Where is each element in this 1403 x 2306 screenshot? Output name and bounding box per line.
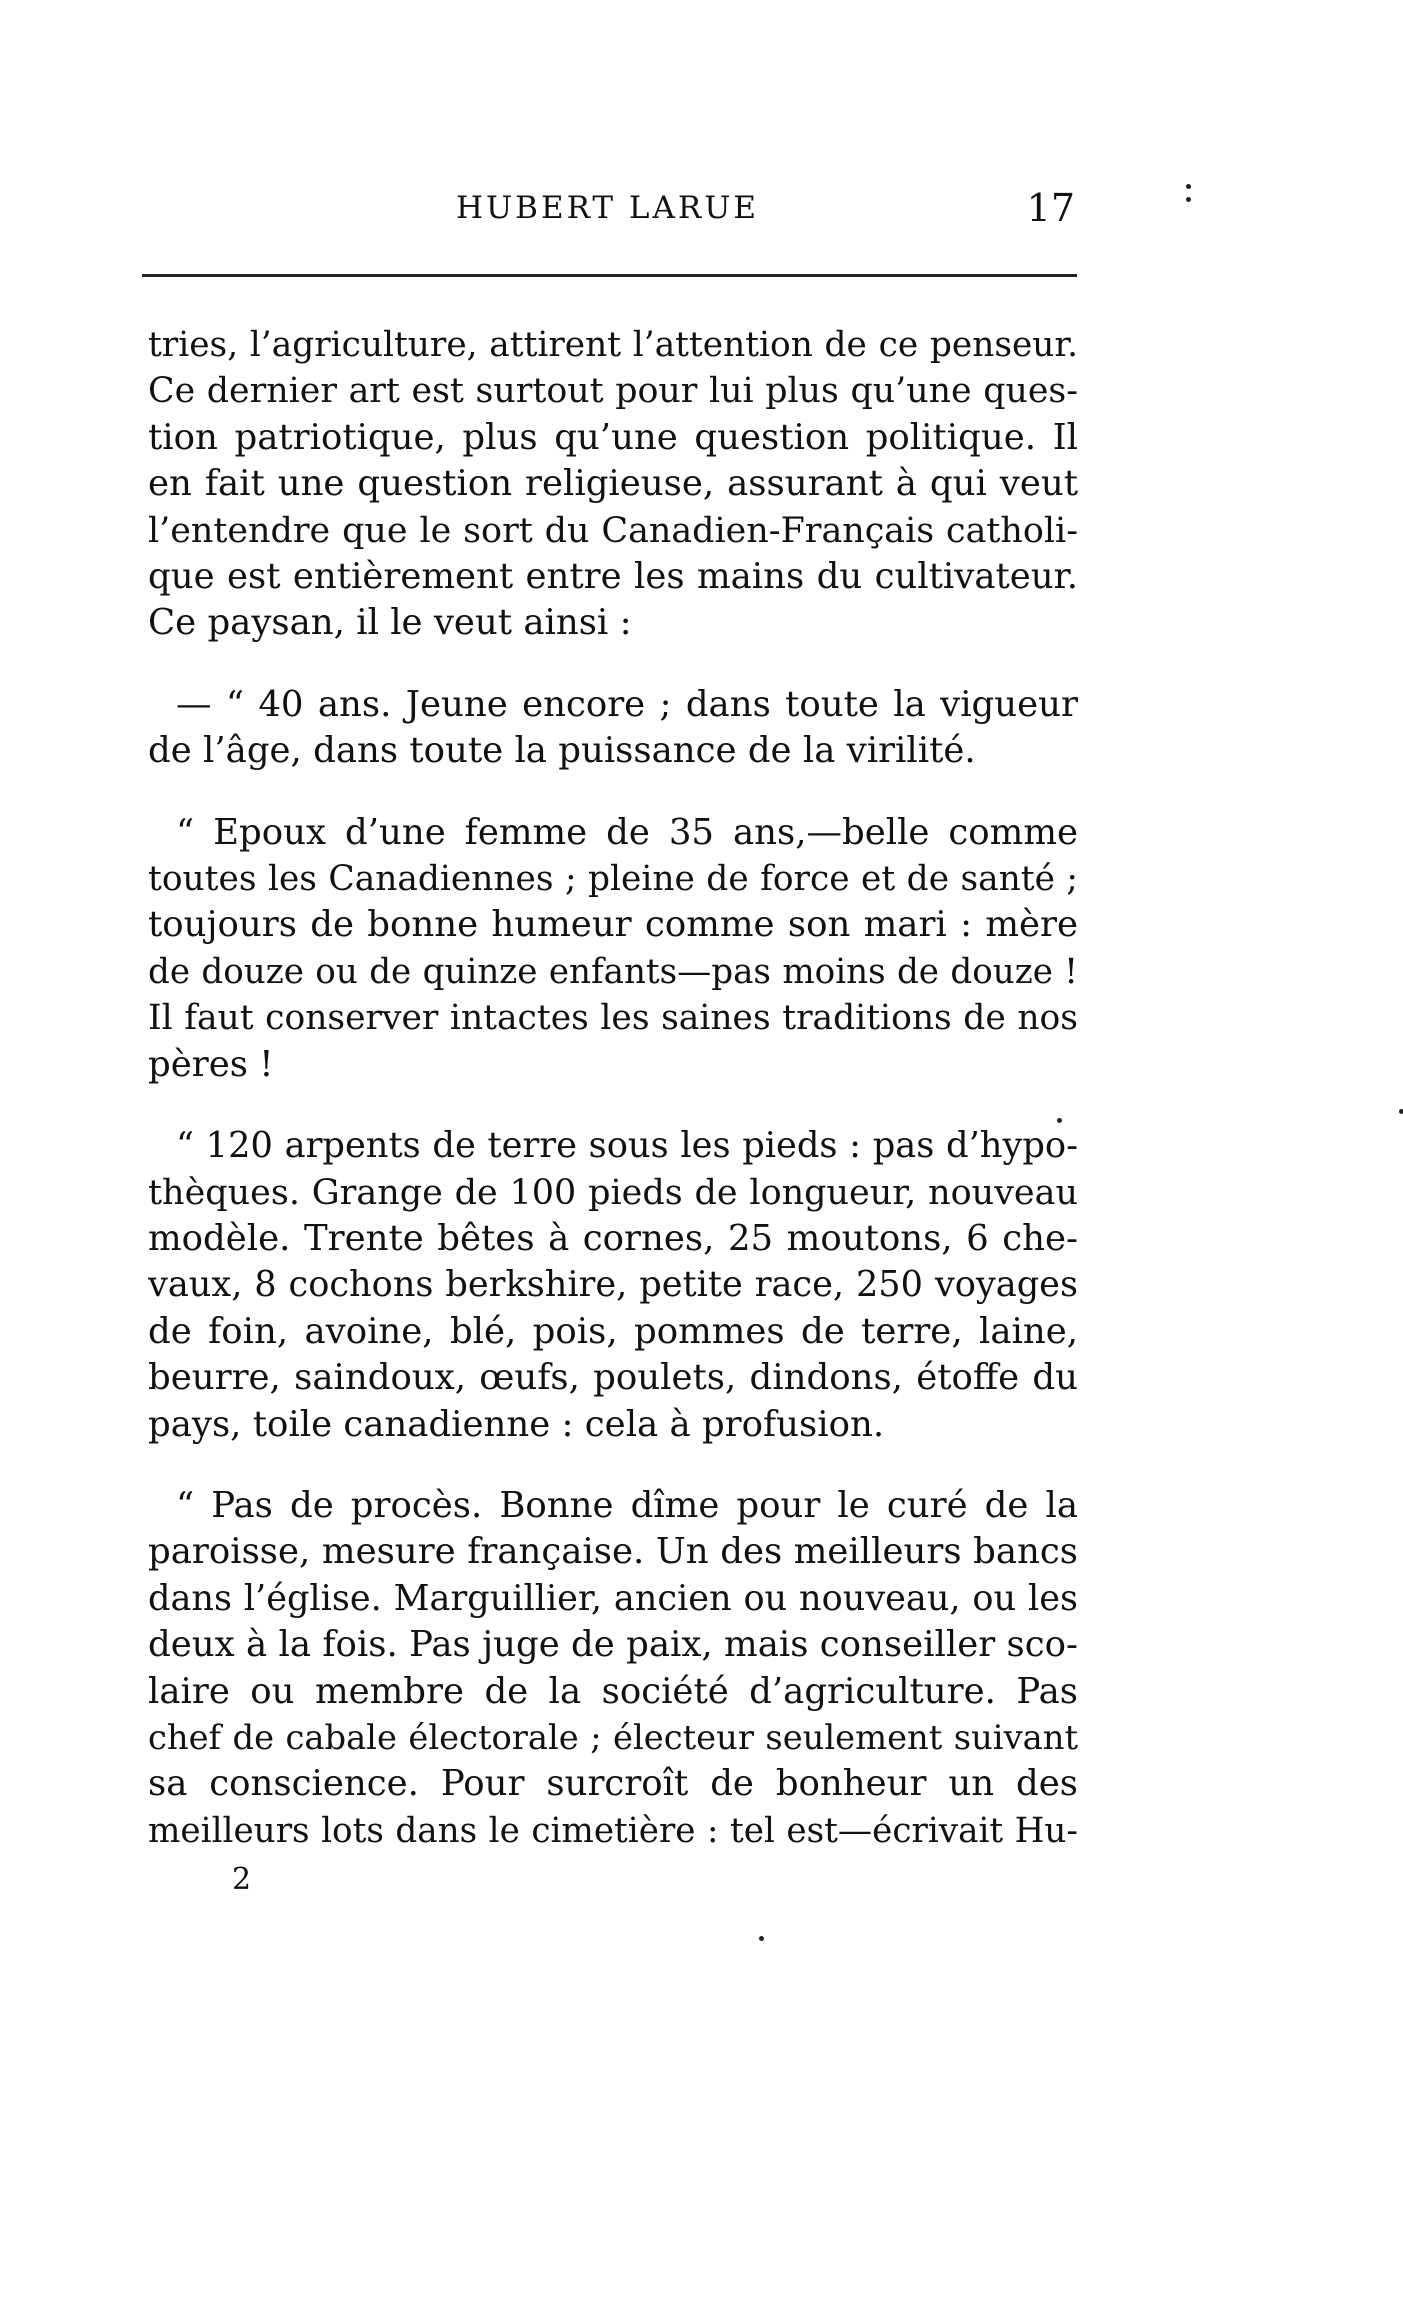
text-line: de douze ou de quinze enfants—pas moins de douze ! xyxy=(148,951,1078,992)
text-line: toutes les Canadiennes ; pleine de force et de santé ; xyxy=(148,859,1078,900)
text-line: “ 120 arpents de terre sous les pieds : pas d’hypo- xyxy=(176,1125,1078,1167)
text-line: que est entièrement entre les mains du cultivateur. xyxy=(148,556,1078,598)
text-line: paroisse, mesure française. Un des meilleurs bancs xyxy=(148,1531,1078,1573)
margin-speck xyxy=(1057,1118,1062,1123)
text-line: beurre, saindoux, œufs, poulets, dindons, étoffe du xyxy=(148,1357,1078,1399)
text-line: “ Epoux d’une femme de 35 ans,—belle comme xyxy=(176,811,1078,853)
text-line: laire ou membre de la société d’agriculture. Pas xyxy=(148,1670,1078,1712)
page-header xyxy=(140,186,1075,240)
paragraph-4 xyxy=(148,1123,1078,1448)
paragraph-gap xyxy=(148,1448,1078,1483)
text-line: pères ! xyxy=(148,1043,274,1085)
text-line: chef de cabale électorale ; électeur seulement suivant xyxy=(148,1717,1078,1757)
margin-speck xyxy=(1186,197,1191,202)
text-line: “ Pas de procès. Bonne dîme pour le curé de la xyxy=(176,1484,1078,1526)
text-line: thèques. Grange de 100 pieds de longueur, nouveau xyxy=(148,1172,1078,1213)
margin-speck xyxy=(1186,184,1191,189)
text-line: modèle. Trente bêtes à cornes, 25 moutons, 6 che- xyxy=(148,1217,1078,1259)
text-line: sa conscience. Pour surcroît de bonheur un des xyxy=(148,1763,1078,1805)
text-line: tries, l’agriculture, attirent l’attention de ce penseur. xyxy=(148,325,1078,365)
header-rule xyxy=(142,274,1077,277)
paragraph-3 xyxy=(148,810,1078,1088)
margin-speck xyxy=(759,1936,764,1941)
paragraph-gap xyxy=(148,775,1078,810)
text-line: de foin, avoine, blé, pois, pommes de terre, laine, xyxy=(148,1310,1078,1352)
page-number: 17 xyxy=(1026,186,1075,230)
text-line: pays, toile canadienne : cela à profusion. xyxy=(148,1403,885,1445)
paragraph-2 xyxy=(148,682,1078,775)
signature-mark: 2 xyxy=(232,1862,252,1897)
text-line: deux à la fois. Pas juge de paix, mais conseiller sco- xyxy=(148,1624,1078,1666)
running-title: HUBERT LARUE xyxy=(456,190,759,226)
body-text xyxy=(148,322,1078,1854)
text-line: dans l’église. Marguillier, ancien ou nouveau, ou les xyxy=(148,1577,1078,1619)
margin-speck xyxy=(1399,1109,1403,1114)
paragraph-5 xyxy=(148,1483,1078,1854)
text-line: toujours de bonne humeur comme son mari : mère xyxy=(148,904,1078,946)
paragraph-gap xyxy=(148,1088,1078,1123)
text-line: tion patriotique, plus qu’une question politique. Il xyxy=(148,416,1078,458)
text-line: l’entendre que le sort du Canadien-Français catholi- xyxy=(148,510,1078,551)
text-line: Il faut conserver intactes les saines traditions de nos xyxy=(148,998,1078,1039)
text-line: Ce paysan, il le veut ainsi : xyxy=(148,602,632,644)
text-line: vaux, 8 cochons berkshire, petite race, 250 voyages xyxy=(148,1264,1078,1306)
text-line: en fait une question religieuse, assurant à qui veut xyxy=(148,463,1078,505)
text-line: de l’âge, dans toute la puissance de la virilité. xyxy=(148,730,976,772)
text-line: Ce dernier art est surtout pour lui plus qu’une ques- xyxy=(148,371,1078,412)
paragraph-gap xyxy=(148,647,1078,682)
text-line: meilleurs lots dans le cimetière : tel est—écrivait Hu- xyxy=(148,1810,1078,1851)
text-line: — “ 40 ans. Jeune encore ; dans toute la vigueur xyxy=(176,683,1078,725)
paragraph-1 xyxy=(148,322,1078,647)
